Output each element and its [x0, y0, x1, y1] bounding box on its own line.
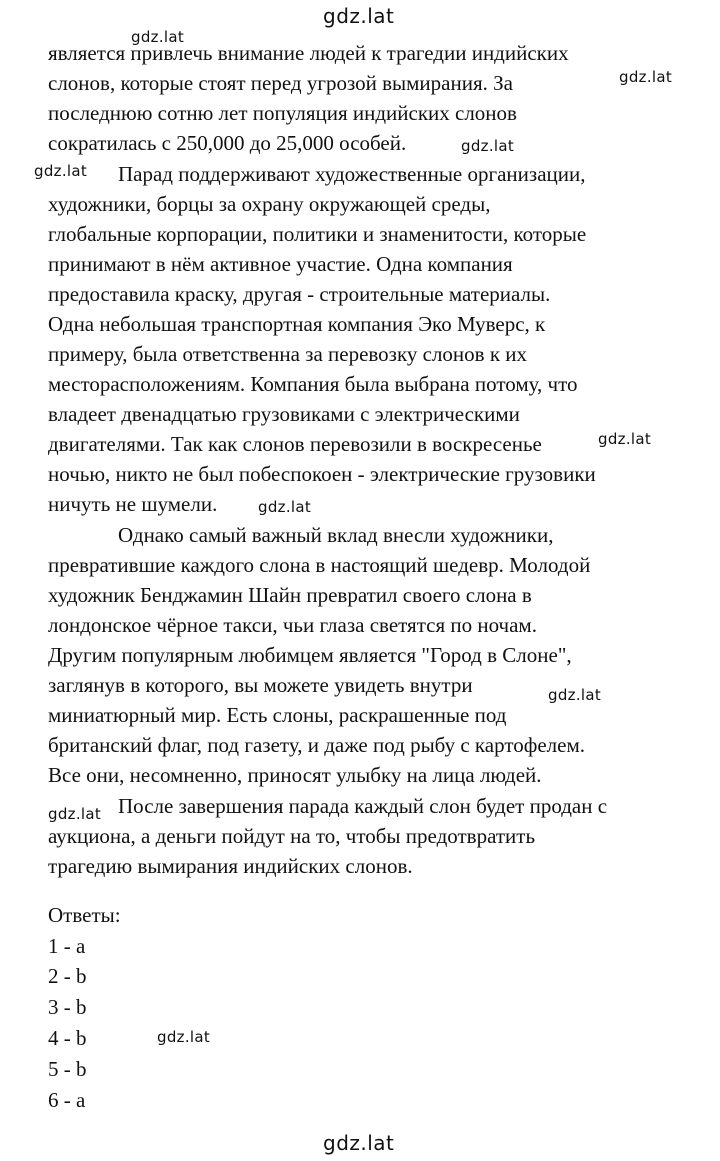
- paragraph-line: Парад поддерживают художественные организации,: [118, 162, 586, 186]
- answer-item: 1 - a: [48, 934, 86, 958]
- watermark: gdz.lat: [323, 1131, 395, 1155]
- paragraph-line: принимают в нём активное участие. Одна компания: [48, 252, 513, 276]
- watermark: gdz.lat: [548, 686, 602, 704]
- paragraph-line: сократилась с 250,000 до 25,000 особей.: [48, 131, 407, 155]
- answer-item: 3 - b: [48, 995, 87, 1019]
- paragraph-line: аукциона, а деньги пойдут на то, чтобы предотвратить: [48, 824, 536, 848]
- paragraph-line: последнюю сотню лет популяция индийских слонов: [48, 101, 517, 125]
- paragraph-line: Все они, несомненно, приносят улыбку на лица людей.: [48, 763, 542, 787]
- paragraph-line: миниатюрный мир. Есть слоны, раскрашенные под: [48, 703, 507, 727]
- paragraph-line: является привлечь внимание людей к трагедии индийских: [48, 41, 569, 65]
- paragraph-line: предоставила краску, другая - строительные материалы.: [48, 282, 551, 306]
- paragraph-line: заглянув в которого, вы можете увидеть внутри: [48, 673, 473, 697]
- watermark: gdz.lat: [323, 4, 395, 28]
- answer-item: 4 - b: [48, 1026, 87, 1050]
- paragraph-line: владеет двенадцатью грузовиками с электрическими: [48, 402, 520, 426]
- paragraph-line: Другим популярным любимцем является "Город в Слоне",: [48, 643, 572, 667]
- paragraph-line: глобальные корпорации, политики и знаменитости, которые: [48, 222, 587, 246]
- paragraph-line: превратившие каждого слона в настоящий шедевр. Молодой: [48, 553, 591, 577]
- watermark: gdz.lat: [131, 28, 185, 46]
- paragraph-line: месторасположениям. Компания была выбрана потому, что: [48, 372, 578, 396]
- paragraph-line: трагедию вымирания индийских слонов.: [48, 854, 413, 878]
- watermark: gdz.lat: [461, 137, 515, 155]
- answer-item: 6 - a: [48, 1088, 86, 1112]
- paragraph-line: После завершения парада каждый слон будет продан с: [118, 794, 608, 818]
- paragraph-line: примеру, была ответственна за перевозку слонов к их: [48, 342, 528, 366]
- paragraph-line: ничуть не шумели.: [48, 492, 218, 516]
- watermark: gdz.lat: [598, 430, 652, 448]
- paragraph-line: художник Бенджамин Шайн превратил своего слона в: [48, 583, 532, 607]
- paragraph-line: британский флаг, под газету, и даже под рыбу с картофелем.: [48, 733, 585, 757]
- watermark: gdz.lat: [48, 805, 102, 823]
- paragraph-line: двигателями. Так как слонов перевозили в воскресенье: [48, 432, 542, 456]
- watermark: gdz.lat: [34, 162, 88, 180]
- paragraph-line: лондонское чёрное такси, чьи глаза светятся по ночам.: [48, 613, 537, 637]
- paragraph-line: Одна небольшая транспортная компания Эко Муверс, к: [48, 312, 546, 336]
- answer-item: 5 - b: [48, 1057, 87, 1081]
- paragraph-line: слонов, которые стоят перед угрозой вымирания. За: [48, 71, 513, 95]
- answer-item: 2 - b: [48, 964, 87, 988]
- answers-heading: Ответы:: [48, 903, 121, 927]
- paragraph-line: Однако самый важный вклад внесли художники,: [118, 523, 554, 547]
- watermark: gdz.lat: [258, 498, 312, 516]
- watermark: gdz.lat: [157, 1028, 211, 1046]
- paragraph-line: ночью, никто не был побеспокоен - электрические грузовики: [48, 462, 596, 486]
- watermark: gdz.lat: [619, 68, 673, 86]
- paragraph-line: художники, борцы за охрану окружающей среды,: [48, 192, 491, 216]
